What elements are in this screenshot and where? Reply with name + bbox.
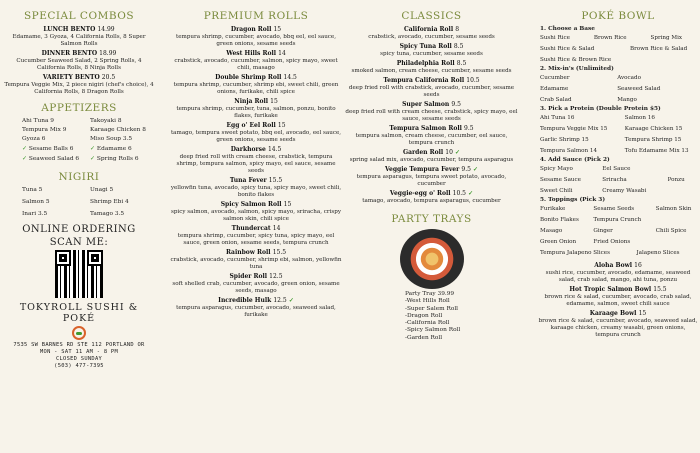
roll-item [170, 225, 342, 247]
combo-item [4, 50, 154, 72]
roll-desc: tempura shrimp, cucumber, spicy tuna, spicy mayo, eel sauce, green onion, sesame seeds, tempura crunch [177, 233, 335, 246]
topping-option: Masago [540, 228, 563, 234]
roll-name: Thundercat [231, 225, 271, 232]
roll-price: 14.5 [267, 146, 282, 153]
protein-option: Tofu Edamame Mix 13 [624, 148, 689, 154]
appetizer-item: Tempura Mix 9 [22, 127, 67, 133]
roll-desc: crabstick, avocado, cucumber, shrimp ebi, salmon, yellowfin tuna [170, 257, 342, 270]
vegetarian-leaf-icon: ✓ [468, 190, 474, 197]
party-tray-line: -California Roll [405, 320, 450, 327]
roll-price: 10.5 [452, 190, 466, 197]
shop-name: TOKYROLL SUSHI & POKÉ [19, 302, 139, 324]
column-premium [170, 10, 342, 321]
online-ordering-heading: ONLINE ORDERING [22, 224, 136, 235]
roll-price: 8.5 [456, 60, 467, 67]
bowl-item [538, 286, 698, 308]
protein-option: Tempura Salmon 14 [540, 148, 598, 154]
combo-price: 20.5 [101, 74, 116, 81]
appetizer-item: Miso Soup 3.5 [90, 136, 133, 142]
shop-phone[interactable]: (503) 477-7395 [54, 363, 104, 369]
combo-name: VARIETY BENTO [42, 74, 100, 81]
bowl-item [538, 310, 698, 339]
roll-item [345, 149, 518, 164]
party-title: PARTY TRAYS [391, 213, 472, 225]
roll-price: 12.5 [269, 273, 283, 280]
nigiri-list [4, 187, 154, 217]
topping-option: Salmon Skin [655, 206, 692, 212]
roll-name: Garden Roll [402, 149, 444, 156]
qr-code[interactable] [55, 250, 103, 298]
bowl-name: Aloha Bowl [594, 262, 633, 269]
appetizer-item: Sesame Balls 6 [28, 146, 74, 152]
appetizer-item: Edamame 6 [96, 146, 132, 152]
nigiri-item: Tamago 3.5 [90, 211, 125, 217]
appetizer-list [4, 118, 154, 162]
vegetarian-leaf-icon: ✓ [22, 155, 28, 162]
combo-item [4, 26, 154, 48]
roll-name: Egg o' Eel Roll [226, 122, 276, 129]
mixin-option: Seaweed Salad [617, 86, 661, 92]
protein-option: Tempura Veggie Mix 15 [540, 126, 608, 132]
mixin-option: Edamame [540, 86, 569, 92]
roll-item [170, 177, 342, 199]
base-option: Brown Rice [593, 35, 627, 41]
protein-options [540, 115, 698, 154]
topping-option: Sesame Seeds [593, 206, 635, 212]
roll-name: Tempura California Roll [383, 77, 465, 84]
roll-desc: deep fried roll with cream cheese, crabstick, tempura shrimp, tempura salmon, spicy mayo, eel sauce, sesame seeds [176, 154, 336, 174]
protein-option: Tempura Shrimp 15 [624, 137, 682, 143]
roll-name: Double Shrimp Roll [215, 74, 282, 81]
roll-name: Philadelphia Roll [396, 60, 455, 67]
roll-price: 10 [445, 149, 453, 156]
roll-item [345, 125, 518, 147]
roll-desc: tempura shrimp, cucumber, tuna, salmon, ponzu, bonito flakes, furikake [176, 106, 336, 119]
roll-price: 9.5 [451, 101, 461, 108]
bowl-price: 15.5 [653, 286, 667, 293]
sauce-option: Sweet Chili [540, 188, 573, 194]
shop-hours: MON - SAT 11 AM - 8 PM [40, 349, 118, 355]
column-combos [4, 10, 154, 370]
roll-item [170, 74, 342, 96]
topping-option: Jalapeno Slices [636, 250, 680, 256]
roll-item [345, 43, 518, 58]
nigiri-title: NIGIRI [58, 171, 100, 183]
appetizer-item: Takoyaki 8 [90, 118, 122, 124]
roll-name: West Hills Roll [226, 50, 277, 57]
topping-option: Fried Onions [593, 239, 631, 245]
roll-desc: crabstick, avocado, cucumber, salmon, spicy mayo, sweet chili, masago [174, 58, 338, 71]
base-options [540, 46, 698, 63]
roll-price: 12.5 [273, 297, 287, 304]
combo-price: 18.99 [99, 50, 117, 57]
appetizers-title: APPETIZERS [41, 102, 117, 114]
column-poke [538, 10, 698, 341]
nigiri-item: Salmon 5 [22, 199, 50, 205]
sauce-option: Eel Sauce [602, 166, 631, 172]
premium-title: PREMIUM ROLLS [203, 10, 309, 22]
classics-title: CLASSICS [401, 10, 462, 22]
poke-step-toppings: 5. Toppings (Pick 3) [540, 197, 606, 203]
roll-name: Tempura Salmon Roll [389, 125, 462, 132]
roll-price: 14 [278, 50, 286, 57]
bowl-price: 16 [634, 262, 642, 269]
roll-price: 8.5 [453, 43, 464, 50]
shop-closed: CLOSED SUNDAY [55, 356, 103, 362]
base-option: Sushi Rice & Salad [540, 46, 595, 52]
poke-step-base: 1. Choose a Base [540, 26, 595, 32]
roll-price: 15 [270, 98, 278, 105]
party-tray-line: -Spicy Salmon Roll [405, 327, 461, 334]
roll-name: Spicy Tuna Roll [399, 43, 452, 50]
combo-desc: Cucumber Seaweed Salad, 2 Spring Rolls, 4 California Rolls, 8 Ninja Rolls [16, 58, 142, 71]
nigiri-item: Tuna 5 [22, 187, 43, 193]
party-tray-list [405, 291, 518, 342]
roll-desc: soft shelled crab, cucumber, avocado, green onion, sesame seeds, masago [172, 281, 340, 294]
roll-item [170, 122, 342, 144]
party-tray-price: Party Tray 39.99 [405, 291, 455, 297]
combo-item [4, 74, 154, 96]
protein-option: Ahi Tuna 16 [540, 115, 575, 121]
vegetarian-leaf-icon: ✓ [90, 145, 96, 152]
party-tray-line: -Garden Roll [405, 334, 443, 341]
poke-step-sauce: 4. Add Sauce (Pick 2) [540, 157, 610, 163]
shop-address: 7535 SW BARNES RD STE 112 PORTLAND OR [13, 342, 145, 348]
nigiri-item: Shrimp Ebi 4 [90, 199, 129, 205]
roll-name: California Roll [403, 26, 454, 33]
protein-option: Karaage Chicken 15 [624, 126, 683, 132]
topping-option: Tempura Jalapeno Slices [540, 250, 610, 256]
topping-option: Furikake [540, 206, 566, 212]
poke-title: POKÉ BOWL [581, 10, 655, 22]
party-tray-line: -Dragon Roll [405, 312, 443, 319]
roll-item [170, 26, 342, 48]
roll-name: Veggie Tempura Fever [384, 166, 460, 173]
vegetarian-leaf-icon: ✓ [22, 145, 28, 152]
roll-desc: deep fried roll with cream cheese, crabstick, spicy mayo, eel sauce, sesame seeds [345, 109, 518, 122]
roll-name: Super Salmon [402, 101, 450, 108]
roll-item [170, 273, 342, 295]
roll-price: 15 [273, 26, 282, 33]
roll-price: 9.5 [461, 166, 471, 173]
combo-desc: Edamame, 3 Gyoza, 4 California Rolls, 8 Super Salmon Rolls [12, 34, 146, 47]
bowl-desc: brown rice & salad, cucumber, avocado, seaweed salad, karaage chicken, creamy wasabi, green onions, tempura crunch [538, 318, 698, 338]
appetizer-item: Seaweed Salad 6 [28, 156, 80, 162]
roll-item [170, 98, 342, 120]
appetizer-item: Karaage Chicken 8 [90, 127, 146, 133]
sauce-options [540, 166, 698, 194]
logo-icon [72, 326, 86, 340]
roll-desc: spring salad mix, avocado, cucumber, tempura asparagus [349, 157, 514, 163]
roll-desc: tamago, tempura sweet potato, bbq eel, avocado, eel sauce, green onions, sesame seeds [170, 130, 342, 143]
mixin-option: Avocado [617, 75, 641, 81]
bowl-item [538, 262, 698, 284]
roll-price: 15 [277, 122, 286, 129]
column-classics [345, 10, 518, 342]
roll-price: 10.5 [466, 77, 480, 84]
roll-desc: smoked salmon, cream cheese, cucumber, sesame seeds [351, 68, 512, 74]
roll-price: 8 [455, 26, 460, 33]
roll-item [345, 166, 518, 188]
roll-name: Rainbow Roll [225, 249, 271, 256]
roll-price: 14.5 [283, 74, 297, 81]
roll-desc: deep fried roll with crabstick, avocado, cucumber, sesame seeds [348, 85, 515, 98]
scan-me-heading: SCAN ME: [49, 237, 109, 248]
roll-item [170, 146, 342, 175]
roll-desc: spicy salmon, avocado, salmon, spicy mayo, sriracha, crispy salmon skin, chili spice [170, 209, 341, 222]
roll-price: 15.5 [268, 177, 283, 184]
roll-desc: crabstick, avocado, cucumber, sesame seeds [368, 34, 495, 40]
sauce-option: Sriracha [602, 177, 627, 183]
combo-price: 14.99 [97, 26, 115, 33]
roll-desc: tempura salmon, cream cheese, cucumber, eel sauce, tempura crunch [355, 133, 508, 146]
sauce-option: Creamy Wasabi [602, 188, 647, 194]
poke-step-mixins: 2. Mix-in's (Unlimited) [540, 66, 614, 72]
base-option: Brown Rice & Salad [630, 46, 688, 52]
mixin-options [540, 75, 698, 103]
appetizer-item: Ahi Tuna 9 [22, 118, 54, 124]
roll-name: Darkhorse [230, 146, 266, 153]
roll-item [170, 297, 342, 319]
roll-name: Dragon Roll [230, 26, 272, 33]
party-tray-line: -Super Salem Roll [405, 305, 459, 312]
vegetarian-leaf-icon: ✓ [90, 155, 96, 162]
roll-price: 9.5 [464, 125, 474, 132]
topping-option: Green Onion [540, 239, 577, 245]
topping-option: Ginger [593, 228, 613, 234]
vegetarian-leaf-icon: ✓ [473, 166, 479, 173]
roll-item [170, 201, 342, 223]
roll-item [345, 60, 518, 75]
poke-step-protein: 3. Pick a Protein (Double Protein $5) [540, 106, 661, 112]
appetizer-item: Spring Rolls 6 [96, 156, 139, 162]
party-tray-photo [400, 229, 464, 289]
combo-name: LUNCH BENTO [43, 26, 96, 33]
bowl-price: 15 [638, 310, 647, 317]
topping-option: Tempura Crunch [593, 217, 642, 223]
base-option: Sushi Rice & Brown Rice [540, 57, 612, 63]
combo-name: DINNER BENTO [41, 50, 98, 57]
nigiri-item: Unagi 5 [90, 187, 114, 193]
sauce-option: Spicy Mayo [540, 166, 573, 172]
roll-desc: tempura asparagus, cucumber, avocado, seaweed salad, furikake [176, 305, 336, 318]
mixin-option: Cucumber [540, 75, 570, 81]
base-option: Sushi Rice [540, 35, 570, 41]
roll-name: Veggie-egg o' Roll [389, 190, 451, 197]
roll-desc: yellowfin tuna, avocado, spicy tuna, spicy mayo, sweet chili, bonito flakes [170, 185, 342, 198]
bowl-name: Karaage Bowl [589, 310, 637, 317]
topping-options [540, 206, 698, 245]
topping-options [540, 250, 698, 256]
roll-item [345, 77, 518, 99]
roll-desc: spicy tuna, cucumber, sesame seeds [380, 51, 483, 57]
vegetarian-leaf-icon: ✓ [288, 297, 294, 304]
roll-name: Incredible Hulk [218, 297, 272, 304]
roll-name: Ninja Roll [234, 98, 269, 105]
roll-price: 15.5 [272, 249, 287, 256]
mixin-option: Crab Salad [540, 97, 572, 103]
roll-item [345, 101, 518, 123]
roll-name: Spicy Salmon Roll [220, 201, 282, 208]
roll-desc: tempura shrimp, cucumber, shrimp ebi, sweet chili, green onions, furikake, chili spice [173, 82, 339, 95]
roll-price: 14 [272, 225, 281, 232]
combo-desc: Tempura Veggie Mix, 2 piece nigiri (chef's choice), 4 California Rolls, 8 Dragon Rolls [4, 82, 154, 95]
base-options [540, 35, 698, 41]
mixin-option: Mango [617, 97, 637, 103]
sauce-option: Sesame Sauce [540, 177, 581, 183]
topping-option: Chili Spice [655, 228, 687, 234]
roll-item [345, 190, 518, 205]
appetizer-item: Gyoza 6 [22, 136, 46, 142]
roll-name: Spider Roll [229, 273, 268, 280]
bowl-name: Hot Tropic Salmon Bowl [569, 286, 652, 293]
base-option: Spring Mix [650, 35, 683, 41]
bowl-desc: sushi rice, cucumber, avocado, edamame, seaweed salad, crab salad, mango, ahi tuna, ponzu [545, 270, 691, 283]
roll-price: 15 [283, 201, 292, 208]
sauce-option: Ponzu [667, 177, 685, 183]
protein-option: Garlic Shrimp 15 [540, 137, 589, 143]
roll-desc: tempura shrimp, cucumber, avocado, bbq eel, eel sauce, green onions, sesame seeds [175, 34, 337, 47]
party-tray-line: -West Hills Roll [405, 298, 450, 305]
nigiri-item: Inari 3.5 [22, 211, 48, 217]
roll-desc: tamago, avocado, tempura asparagus, cucumber [362, 198, 501, 204]
bowl-desc: brown rice & salad, cucumber, avocado, crab salad, edamame, salmon, sweet chili sauce [544, 294, 692, 307]
roll-desc: tempura asparagus, tempura sweet potato, avocado, cucumber [356, 174, 507, 187]
roll-item [170, 50, 342, 72]
vegetarian-leaf-icon: ✓ [454, 149, 461, 156]
roll-item [170, 249, 342, 271]
combos-title: SPECIAL COMBOS [23, 10, 135, 22]
roll-name: Tuna Fever [229, 177, 267, 184]
topping-option: Bonito Flakes [540, 217, 579, 223]
protein-option: Salmon 16 [624, 115, 655, 121]
roll-item [345, 26, 518, 41]
